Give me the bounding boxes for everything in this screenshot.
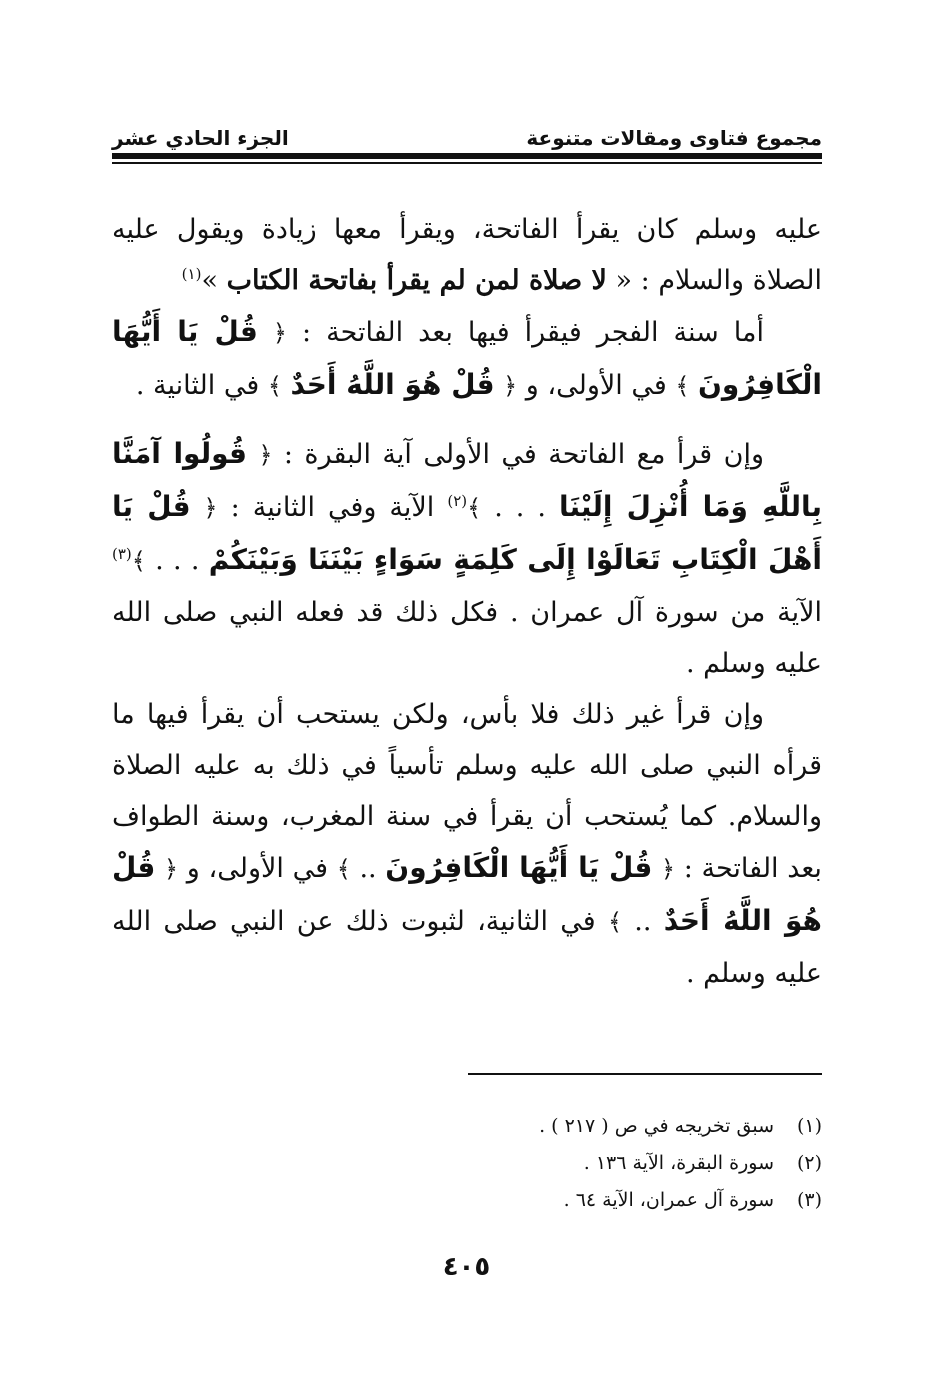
footnote-separator [468,1073,822,1075]
p4-text-3: في الثانية، لثبوت ذلك عن النبي صلى الله عليه وسلم . [112,906,822,989]
footnote-text: سبق تخريجه في ص ( ٢١٧ ) . [539,1115,774,1137]
paragraph-2 [112,306,822,412]
p1-text-1: عليه وسلم كان يقرأ الفاتحة، ويقرأ معها زيادة ويقول عليه الصلاة والسلام : « [112,214,822,296]
p1-text-2: » [201,265,218,296]
p4-text-1: وإن قرأ غير ذلك فلا بأس، ولكن يستحب أن يقرأ فيها ما قرأه النبي صلى الله عليه وسلم تأسياً في ذلك به عليه الصلاة والسلام. كما يُستحب أن يقرأ في سنة المغرب، وسنة الطواف بعد الفاتحة : [112,699,822,884]
ornate-bracket-close: ﴾ [131,547,146,575]
ornate-bracket-open: ﴿ [258,441,273,469]
header-rule-thick [112,153,822,159]
footnote-number: (٢) [796,1152,822,1174]
ellipsis: .. [359,853,377,884]
paragraph-3 [112,428,822,689]
ellipsis: .. [634,906,652,937]
running-header [112,118,822,150]
footnote-number: (٣) [796,1189,822,1211]
main-text [112,204,822,999]
quran-ayah-al-imran: قُلْ يَا أَهْلَ الْكِتَابِ تَعَالَوْا إِلَى كَلِمَةٍ سَوَاءٍ بَيْنَنَا وَبَيْنَكُمْ [112,490,822,576]
ornate-bracket-close: ﴾ [336,855,351,883]
ornate-bracket-open: ﴿ [660,855,676,883]
footnote-ref-3[interactable]: (٣) [112,545,132,563]
ornate-bracket-open: ﴿ [203,494,218,522]
volume-label: الجزء الحادي عشر [112,126,289,150]
quran-ayah-kafirun: قُلْ يَا أَيُّهَا الْكَافِرُونَ [112,315,822,401]
quran-ayah-baqarah: قُولُوا آمَنَّا بِاللَّهِ وَمَا أُنْزِلَ إِلَيْنَا [112,437,822,523]
quran-ayah-kafirun: قُلْ يَا أَيُّهَا الْكَافِرُونَ [385,851,653,884]
p3-text-2: الآية وفي الثانية : [230,492,435,523]
paragraph-1 [112,204,822,306]
footnote-2 [380,1145,822,1182]
quran-ayah-ikhlas: قُلْ هُوَ اللَّهُ أَحَدٌ [112,851,822,937]
page-number: ٤٠٥ [442,1252,491,1282]
footnote-number: (١) [796,1115,822,1137]
p4-text-2: في الأولى، و [186,853,328,884]
p3-text-1: وإن قرأ مع الفاتحة في الأولى آية البقرة : [283,439,764,470]
footnote-1 [380,1108,822,1145]
header-rule-thin [112,162,822,164]
footnotes [380,1108,822,1219]
header-rule [112,153,822,164]
ornate-bracket-close: ﴾ [607,908,623,936]
p2-text-2: في الأولى، و [525,370,667,401]
p2-text-3: في الثانية . [135,370,260,401]
ornate-bracket-open: ﴿ [503,372,518,400]
footnote-text: سورة آل عمران، الآية ٦٤ . [563,1189,774,1211]
p2-text-1: أما سنة الفجر فيقرأ فيها بعد الفاتحة : [301,317,764,348]
ornate-bracket-open: ﴿ [164,855,179,883]
ellipsis: . . . [494,492,546,523]
footnote-3 [380,1182,822,1219]
ornate-bracket-close: ﴾ [675,372,690,400]
quran-ayah-ikhlas: قُلْ هُوَ اللَّهُ أَحَدٌ [290,368,495,401]
p3-text-3: الآية من سورة آل عمران . فكل ذلك قد فعله النبي صلى الله عليه وسلم . [112,597,822,679]
footnote-ref-1[interactable]: (١) [181,265,202,283]
footnote-text: سورة البقرة، الآية ١٣٦ . [583,1152,774,1174]
ellipsis: . . . [155,545,200,576]
hadith-quote: لا صلاة لمن لم يقرأ بفاتحة الكتاب [226,265,607,296]
ornate-bracket-close: ﴾ [267,372,282,400]
paragraph-4 [112,689,822,999]
paragraph-gap [112,412,822,428]
ornate-bracket-open: ﴿ [272,319,287,347]
ornate-bracket-close: ﴾ [467,494,482,522]
footnote-ref-2[interactable]: (٢) [447,492,468,510]
book-title: مجموع فتاوى ومقالات متنوعة [526,126,822,150]
